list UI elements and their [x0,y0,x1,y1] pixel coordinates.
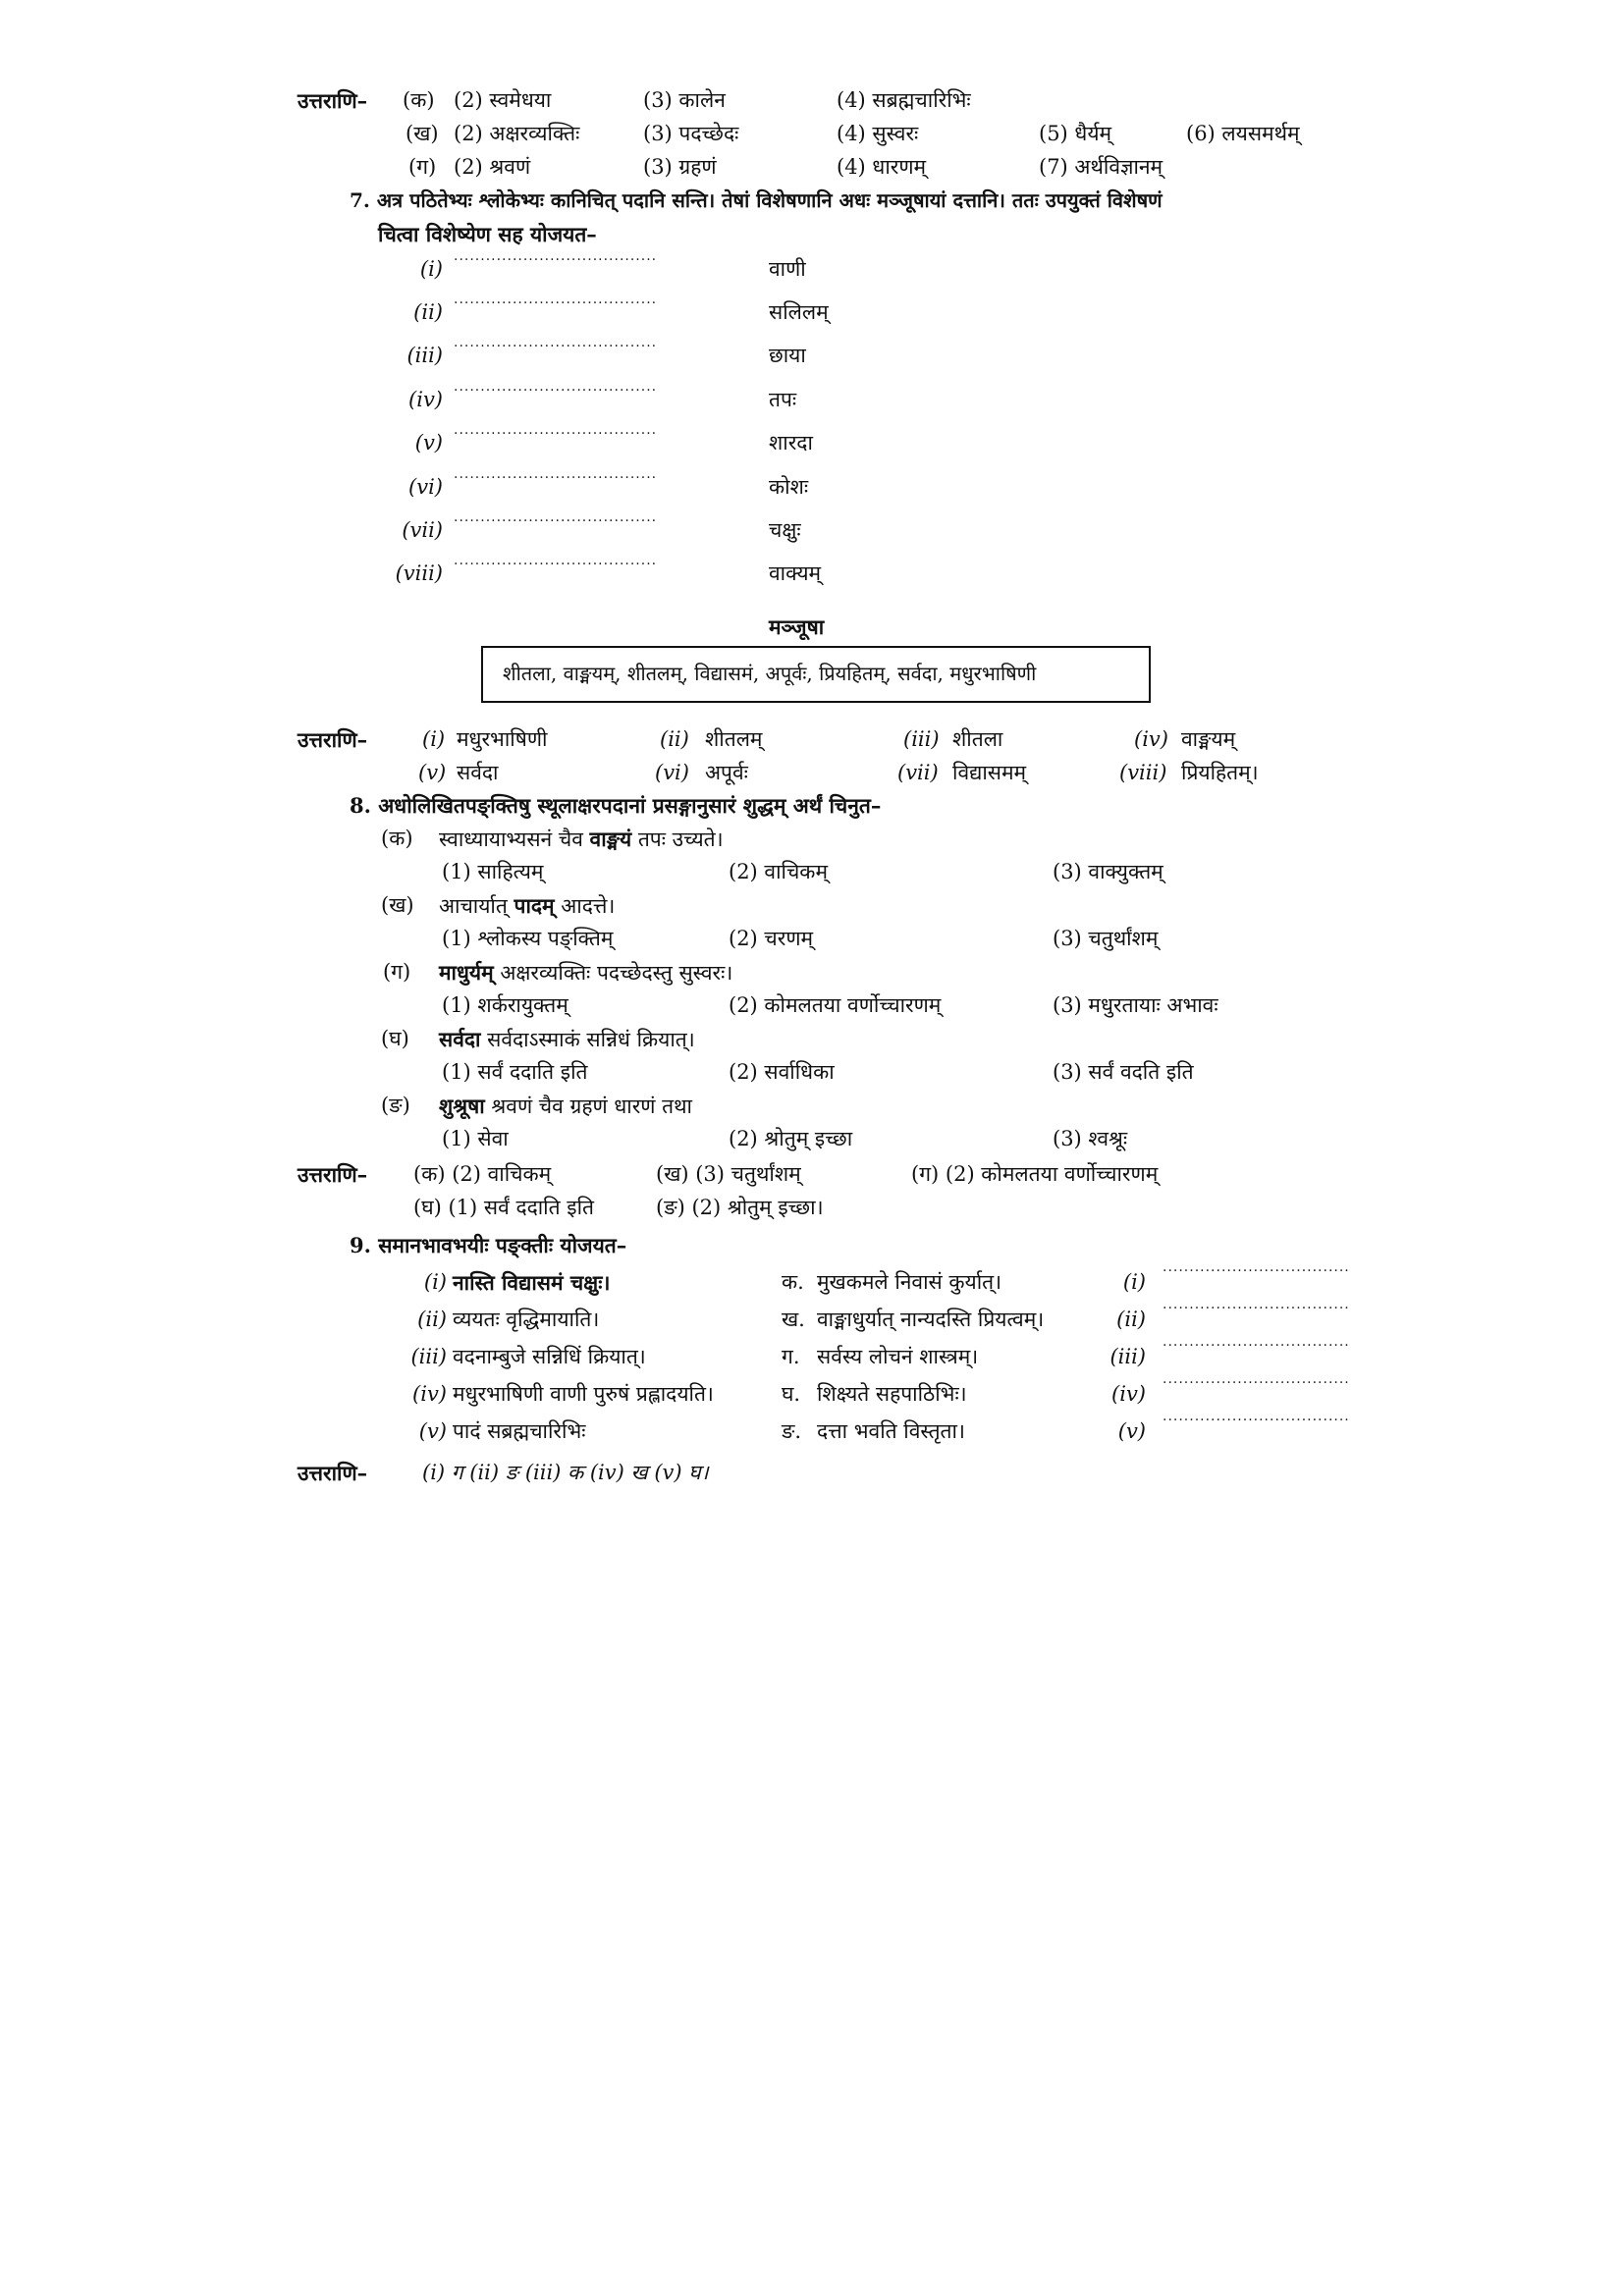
option-1: (1) श्लोकस्य पङ्क्तिम् [442,927,614,950]
answer-number: (viii) [1119,761,1167,784]
answer-label: उत्तराणि– [298,1461,368,1485]
answer-word: मधुरभाषिणी [457,727,548,751]
option-1: (1) सेवा [442,1127,509,1150]
noun-word: वाक्यम् [769,561,822,585]
noun-word: छाया [769,344,806,367]
item-number: (iv) [408,388,443,411]
sub-question-sentence [439,828,724,850]
option-2: (2) चरणम् [729,927,814,950]
sub-question-marker: (क) [381,827,413,850]
answer-item: (घ) (1) सर्वं ददाति इति [413,1196,594,1219]
highlighted-word: वाङ्मयं [589,827,632,851]
sentence-part: आदत्ते। [554,894,616,918]
item-number: (vi) [408,475,443,499]
answer-number: (i) [422,727,446,751]
sentence-part: अक्षरव्यक्तिः पदच्छेदस्तु सुस्वरः। [493,961,733,985]
answer-item: (4) सुस्वरः [837,122,919,145]
option-3: (3) वाक्युक्तम् [1053,860,1163,883]
answer-word: सर्वदा [457,761,499,784]
answer-word: विद्यासमम् [952,761,1027,784]
left-line: नास्ति विद्यासमं चक्षुः। [453,1270,611,1295]
item-number: (ii) [413,300,443,324]
sub-question-marker: (घ) [381,1027,409,1050]
answer-item: (6) लयसमर्थम् [1186,122,1300,145]
answer-item: (7) अर्थविज्ञानम् [1039,155,1163,179]
noun-word: शारदा [769,431,813,454]
option-3: (3) श्वश्रूः [1053,1127,1128,1150]
option-1: (1) शर्करायुक्तम् [442,993,568,1017]
answer-blank: ...................................... [454,509,658,525]
sub-question-marker: (ख) [381,893,414,917]
option-2: (2) श्रोतुम् इच्छा [729,1127,853,1150]
answer-number: (i) [1122,1270,1146,1294]
answer-marker: (क) [403,88,435,112]
answer-label: उत्तराणि– [298,1162,368,1187]
sentence-part: तपः उच्यते। [631,828,724,851]
item-number: (i) [419,257,443,281]
highlighted-word: शुश्रूषा [439,1094,485,1118]
right-key: ग. [782,1345,800,1368]
answer-number: (iv) [1111,1382,1146,1406]
question-8-text: 8. अधोलिखितपङ्क्तिषु स्थूलाक्षरपदानां प्रसङ्गानुसारं शुद्धम् अर्थं चिनुत– [350,793,882,818]
answer-label: उत्तराणि– [298,727,368,752]
right-key: घ. [782,1382,801,1406]
right-line: सर्वस्य लोचनं शास्त्रम्। [817,1345,979,1368]
sub-question-sentence [439,895,615,917]
answer-number: (iii) [1109,1345,1146,1368]
answer-blank: ...................................... [454,335,658,350]
sentence-part: आचार्यात् [439,894,514,918]
answer-blank: ................................... [1163,1409,1350,1424]
answer-word: वाङ्मयम् [1181,727,1236,751]
option-2: (2) कोमलतया वर्णोच्चारणम् [729,993,942,1017]
item-number: (iii) [410,1345,447,1368]
right-line: मुखकमले निवासं कुर्यात्। [817,1270,1002,1294]
answer-number: (v) [1117,1419,1146,1443]
highlighted-word: पादम् [514,893,555,918]
left-line: मधुरभाषिणी वाणी पुरुषं प्रह्लादयति। [453,1382,714,1406]
left-line: वदनाम्बुजे सन्निधिं क्रियात्। [453,1345,646,1368]
answer-word: शीतला [952,727,1003,751]
option-1: (1) सर्वं ददाति इति [442,1060,588,1084]
answer-item: (2) स्वमेधया [454,88,552,112]
right-line: शिक्ष्यते सहपाठिभिः। [817,1382,967,1406]
answer-marker: (ख) [406,122,439,145]
left-line: पादं सब्रह्मचारिभिः [453,1419,586,1443]
answer-item: (4) सब्रह्मचारिभिः [837,88,971,112]
answer-item: (5) धैर्यम् [1039,122,1112,145]
answer-blank: ...................................... [454,553,658,568]
sub-question-marker: (ग) [383,960,411,984]
answer-item: (ङ) (2) श्रोतुम् इच्छा। [656,1196,824,1219]
answer-word: शीतलम् [705,727,763,751]
question-7-text-continued: चित्वा विशेष्येण सह योजयत– [378,222,597,246]
sub-question-sentence [439,1029,695,1050]
noun-word: कोशः [769,475,809,499]
answer-marker: (ग) [408,155,437,179]
question-7-text: 7. अत्र पठितेभ्यः श्लोकेभ्यः कानिचित् पदानि सन्ति। तेषां विशेषणानि अधः मञ्जूषायां दत्तानि। ततः उपयुक्तं विशेषणं [350,188,1163,212]
item-number: (i) [423,1270,447,1294]
answer-word: अपूर्वः [705,761,748,784]
question-9-text: 9. समानभावभयीः पङ्क्तीः योजयत– [350,1233,627,1257]
item-number: (v) [414,431,443,454]
answer-number: (iii) [903,727,940,751]
item-number: (iv) [412,1382,447,1406]
highlighted-word: सर्वदा [439,1027,481,1051]
item-number: (v) [418,1419,447,1443]
answer-blank: ...................................... [454,466,658,482]
left-line: व्ययतः वृद्धिमायाति। [453,1308,600,1331]
answer-item: (4) धारणम् [837,155,927,179]
answer-blank: ...................................... [454,379,658,395]
word-box-title: मञ्जूषा [769,614,825,639]
option-2: (2) वाचिकम् [729,860,828,883]
option-2: (2) सर्वाधिका [729,1060,835,1084]
item-number: (vii) [402,518,443,542]
answer-item: (3) पदच्छेदः [643,122,739,145]
sentence-part: स्वाध्यायाभ्यसनं चैव [439,828,590,851]
answer-blank: ...................................... [454,292,658,307]
answer-blank: ................................... [1163,1334,1350,1350]
option-3: (3) मधुरतायाः अभावः [1053,993,1218,1017]
sub-question-marker: (ङ) [381,1094,410,1117]
answer-number: (vii) [897,761,939,784]
highlighted-word: माधुर्यम् [439,960,494,985]
right-line: वाङ्माधुर्यात् नान्यदस्ति प्रियत्वम्। [817,1308,1045,1331]
answer-item: (ख) (3) चतुर्थांशम् [656,1162,801,1186]
right-key: ङ. [782,1419,802,1443]
sentence-part: श्रवणं चैव ग्रहणं धारणं तथा [484,1095,692,1118]
item-number: (ii) [417,1308,447,1331]
answer-item: (3) कालेन [643,88,726,112]
answer-item: (3) ग्रहणं [643,155,717,179]
noun-word: सलिलम् [769,300,829,324]
answer-text: (i) ग (ii) ङ (iii) क (iv) ख (v) घ। [422,1461,709,1484]
answer-word: प्रियहितम्। [1181,761,1259,784]
answer-blank: ................................... [1163,1297,1350,1312]
item-number: (viii) [395,561,443,585]
right-key: क. [782,1270,804,1294]
answer-number: (vi) [655,761,689,784]
option-3: (3) चतुर्थांशम् [1053,927,1159,950]
answer-number: (ii) [660,727,689,751]
answer-number: (ii) [1116,1308,1146,1331]
option-1: (1) साहित्यम् [442,860,544,883]
answer-item: (ग) (2) कोमलतया वर्णोच्चारणम् [911,1162,1159,1186]
answer-number: (v) [418,761,447,784]
noun-word: चक्षुः [769,518,801,542]
sub-question-sentence [439,1095,692,1117]
answer-item: (2) श्रवणं [454,155,531,179]
right-line: दत्ता भवति विस्तृता। [817,1419,965,1443]
answer-blank: ...................................... [454,248,658,264]
answer-item: (क) (2) वाचिकम् [413,1162,552,1186]
answer-blank: ...................................... [454,422,658,438]
answer-label: उत्तराणि– [298,88,368,113]
answer-number: (iv) [1134,727,1168,751]
sentence-part: सर्वदाऽस्माकं सन्निधं क्रियात्। [480,1028,695,1051]
right-key: ख. [782,1308,805,1331]
sub-question-sentence [439,962,732,984]
item-number: (iii) [406,344,443,367]
noun-word: तपः [769,388,797,411]
answer-blank: ................................... [1163,1259,1350,1275]
option-3: (3) सर्वं वदति इति [1053,1060,1194,1084]
noun-word: वाणी [769,257,806,281]
word-box-content: शीतला, वाङ्मयम्, शीतलम्, विद्यासमं, अपूर्वः, प्रियहितम्, सर्वदा, मधुरभाषिणी [503,662,1037,685]
answer-blank: ................................... [1163,1371,1350,1387]
answer-item: (2) अक्षरव्यक्तिः [454,122,580,145]
